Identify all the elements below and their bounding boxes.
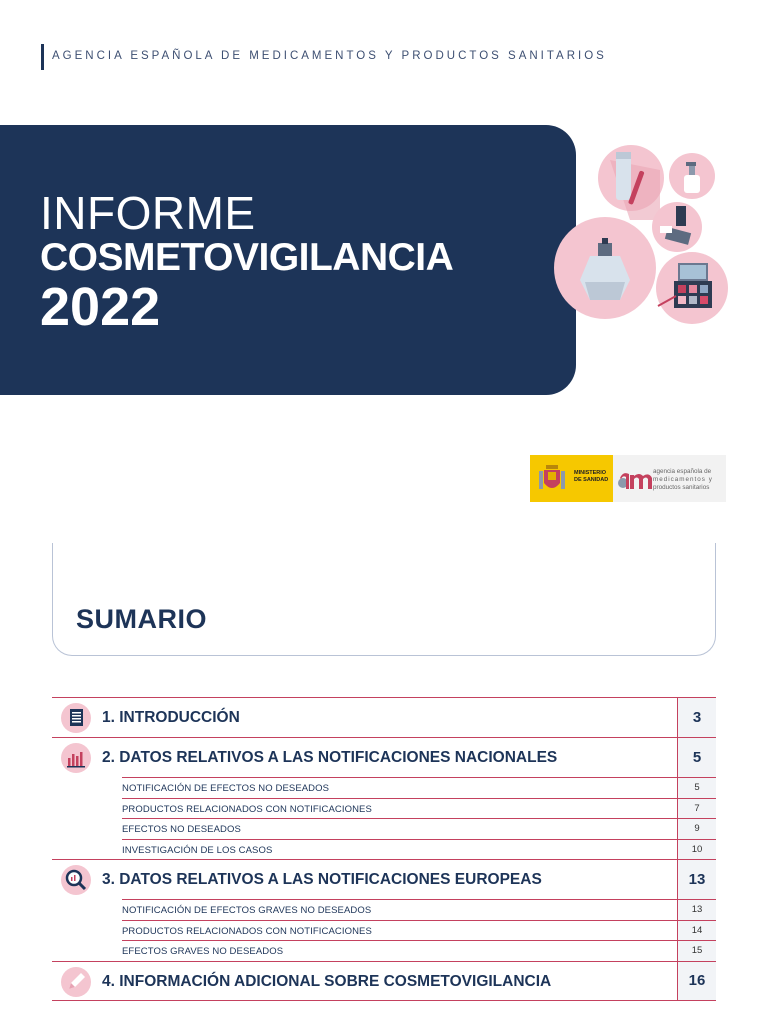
cosmetics-illustration	[550, 130, 760, 330]
toc-page-cell	[677, 900, 716, 920]
agency-mark-icon	[617, 469, 653, 491]
agency-logo-panel	[613, 455, 726, 502]
toc-page-number: 5	[692, 749, 702, 766]
toc-section-title: 2. DATOS RELATIVOS A LAS NOTIFICACIONES NACIONALES	[102, 749, 558, 766]
toc-page-number: 14	[691, 924, 703, 936]
toc-subsection-row[interactable]	[122, 940, 716, 961]
toc-page-cell	[677, 941, 716, 961]
toc-subsection-title: EFECTOS GRAVES NO DESEADOS	[122, 946, 284, 957]
soap-dispenser-icon	[669, 153, 715, 199]
toc-page-cell	[677, 860, 716, 899]
cover-year: 2022	[40, 277, 161, 337]
toc-subsection-title: PRODUCTOS RELACIONADOS CON NOTIFICACIONES	[122, 925, 372, 937]
toc-section-row[interactable]	[52, 859, 716, 899]
toc-page-cell	[677, 840, 716, 860]
toc-page-cell	[677, 698, 716, 737]
toc-section-row[interactable]	[52, 737, 716, 777]
pencil-icon	[60, 966, 92, 998]
toc-page-number: 13	[691, 904, 703, 916]
toc-subsection-row[interactable]	[122, 899, 716, 920]
toc-page-cell	[677, 778, 716, 798]
toc-subsection-row[interactable]	[122, 798, 716, 819]
toc-page-cell	[677, 921, 716, 941]
toc-page-cell	[677, 799, 716, 819]
magnifier-chart-icon	[60, 864, 92, 896]
toc-subsection-title: NOTIFICACIÓN DE EFECTOS NO DESEADOS	[122, 783, 330, 794]
toc-page-number: 9	[694, 823, 700, 835]
cover-title-line2: COSMETOVIGILANCIA	[40, 236, 454, 279]
toc-section-row[interactable]	[52, 697, 716, 737]
ministry-agency-logo	[530, 455, 726, 502]
toc-section-title: 1. INTRODUCCIÓN	[102, 709, 240, 726]
lipstick-icon	[652, 202, 702, 252]
toc-subsection-row[interactable]	[122, 777, 716, 798]
perfume-icon	[554, 217, 656, 319]
toc-subsection-row[interactable]	[122, 818, 716, 839]
coat-of-arms-icon	[538, 463, 566, 495]
toc-page-number: 5	[694, 782, 700, 794]
toc-page-cell	[677, 738, 716, 777]
sumario-title: SUMARIO	[76, 604, 207, 634]
toc-page-cell	[677, 962, 716, 1000]
agency-header: AGENCIA ESPAÑOLA DE MEDICAMENTOS Y PRODUCTOS SANITARIOS	[52, 50, 607, 62]
ministry-logo-panel	[530, 455, 613, 502]
ministry-label: MINISTERIO DE SANIDAD	[574, 470, 609, 483]
toothpaste-icon	[598, 145, 664, 220]
toc-page-number: 7	[694, 802, 700, 814]
cover-title-line1: INFORME	[40, 187, 256, 239]
toc-subsection-row[interactable]	[122, 920, 716, 941]
toc-subsection-title: NOTIFICACIÓN DE EFECTOS GRAVES NO DESEADOS	[122, 905, 372, 916]
eyeshadow-palette-icon	[656, 252, 728, 324]
sumario-frame	[52, 543, 716, 656]
toc-page-number: 13	[688, 871, 706, 888]
document-list-icon	[60, 702, 92, 734]
toc-page-cell	[677, 819, 716, 839]
bar-chart-icon	[60, 742, 92, 774]
header-accent-bar	[41, 44, 44, 70]
table-of-contents	[52, 697, 716, 1001]
toc-page-number: 16	[688, 972, 706, 989]
agency-logo-text: agencia española de medicamentos y productos sanitarios	[653, 468, 713, 491]
toc-page-number: 10	[691, 843, 703, 855]
toc-page-number: 15	[691, 945, 703, 957]
toc-page-number: 3	[692, 709, 702, 726]
toc-section-row[interactable]	[52, 961, 716, 1001]
toc-subsection-title: PRODUCTOS RELACIONADOS CON NOTIFICACIONES	[122, 803, 372, 815]
toc-section-title: 4. INFORMACIÓN ADICIONAL SOBRE COSMETOVIGILANCIA	[102, 972, 552, 990]
toc-subsection-title: EFECTOS NO DESEADOS	[122, 824, 241, 835]
toc-subsection-title: INVESTIGACIÓN DE LOS CASOS	[122, 844, 273, 856]
toc-subsection-row[interactable]	[122, 839, 716, 860]
toc-section-title: 3. DATOS RELATIVOS A LAS NOTIFICACIONES EUROPEAS	[102, 871, 542, 888]
